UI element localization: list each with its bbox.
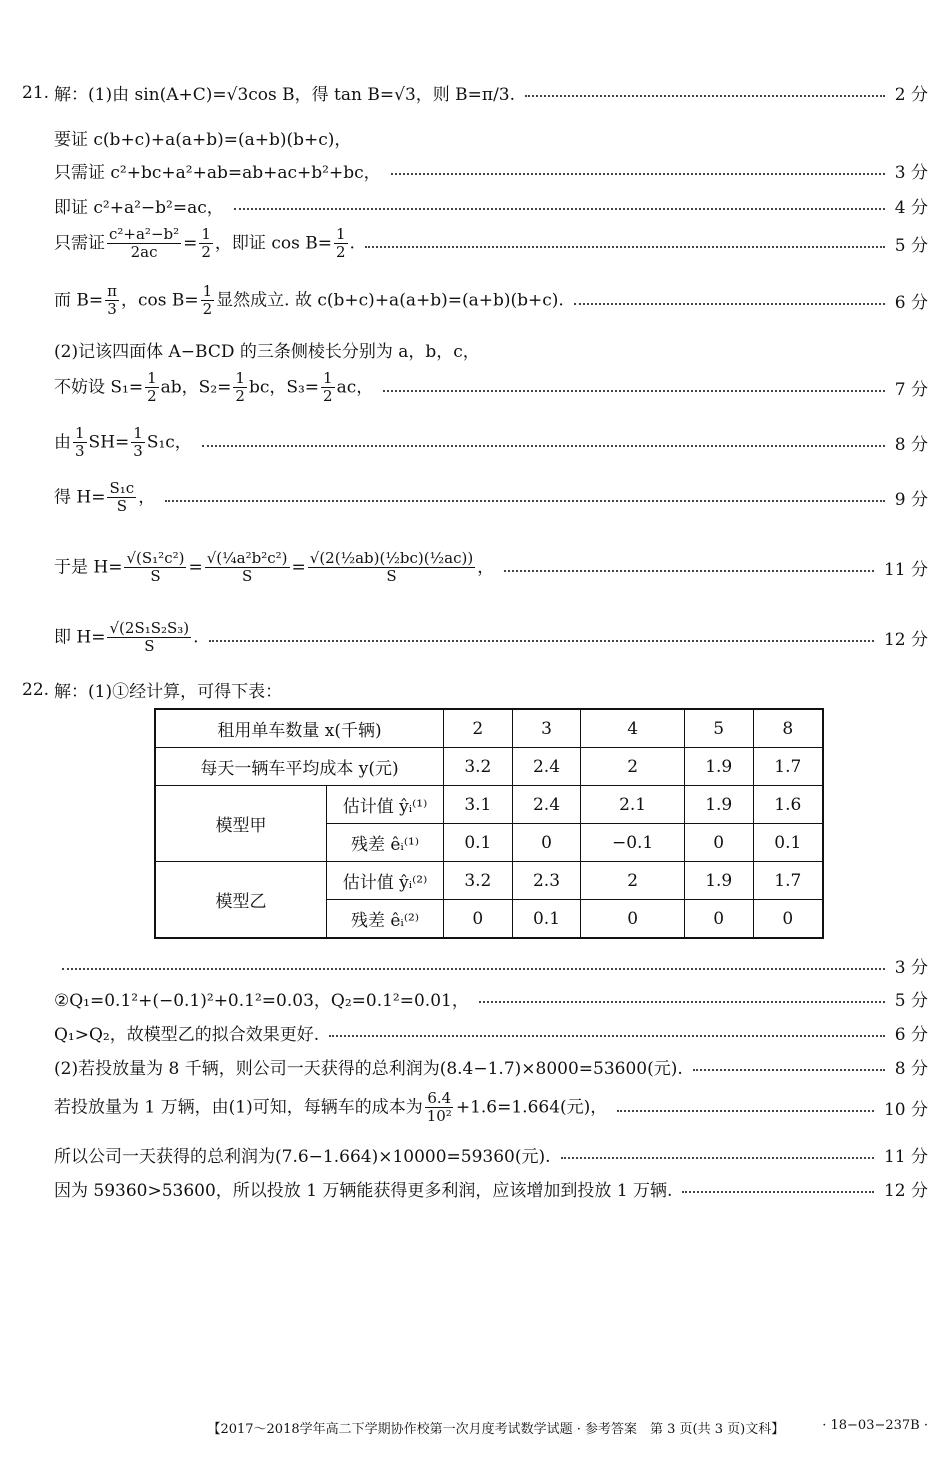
table-cell: 2.4: [512, 786, 581, 824]
table-cell: 3: [512, 709, 581, 748]
text: =: [188, 557, 203, 578]
numerator: 1: [201, 225, 211, 243]
fraction: [199, 226, 213, 262]
dot-leader: [209, 640, 874, 642]
solution-formula: [54, 620, 199, 656]
dot-leader: [329, 1035, 885, 1037]
text: ，: [138, 487, 156, 508]
q21-line-5: [54, 226, 928, 262]
model-label: 模型甲: [155, 786, 327, 862]
q21-line-4: [54, 193, 928, 218]
footer-title: 【2017～2018学年高二下学期协作校第一次月度考试数学试题 · 参考答案 第 3 页(共 3 页)文科】: [207, 1422, 785, 1437]
denominator: S: [386, 567, 397, 586]
dot-leader: [525, 95, 885, 97]
q22-line-6: [54, 1090, 928, 1126]
text: =: [291, 557, 306, 578]
fraction: [107, 480, 136, 516]
dot-leader: [693, 1069, 885, 1071]
score: 7 分: [894, 380, 928, 401]
score: 6 分: [894, 1025, 928, 1045]
text: 显然成立. 故 c(b+c)+a(a+b)=(a+b)(b+c).: [216, 290, 564, 311]
numerator: S₁c: [109, 479, 135, 497]
dot-leader: [479, 1001, 885, 1003]
score: 3 分: [894, 163, 928, 183]
table-row: [155, 786, 823, 824]
dot-leader: [561, 1157, 874, 1159]
score: 6 分: [894, 293, 928, 314]
table-cell: 5: [684, 709, 753, 748]
denominator: 3: [107, 300, 117, 319]
score: 5 分: [894, 991, 928, 1011]
text: ，即证 cos B=: [214, 233, 332, 254]
denominator: 2ac: [130, 243, 158, 262]
numerator: 6.4: [427, 1089, 452, 1107]
text: ab，S₂=: [160, 377, 232, 398]
numerator: 1: [323, 369, 333, 387]
solution-formula: [54, 226, 355, 262]
text: 于是 H=: [54, 557, 123, 578]
table-cell: 1.9: [684, 786, 753, 824]
denominator: 2: [235, 387, 245, 406]
dot-leader: [504, 570, 874, 572]
score: 9 分: [894, 490, 928, 511]
q21-line-2: [54, 125, 928, 150]
numerator: 1: [202, 282, 213, 300]
fraction: [205, 550, 290, 586]
table-cell: 0.1: [512, 900, 581, 939]
dot-leader: [617, 1110, 874, 1112]
q21-line-11: [54, 550, 928, 586]
numerator: √(2S₁S₂S₃): [109, 619, 190, 637]
q22-line-1: [22, 677, 928, 702]
page-footer: [0, 1418, 950, 1437]
solution-text: 解：(1)由 sin(A+C)=√3cos B，得 tan B=√3，则 B=π/3.: [54, 85, 516, 105]
text: .: [349, 233, 355, 254]
q21-line-1: [22, 80, 928, 105]
solution-text: Q₁>Q₂，故模型乙的拟合效果更好.: [54, 1025, 320, 1045]
solution-formula: [54, 480, 155, 516]
dot-leader: [365, 246, 885, 248]
numerator: 1: [75, 424, 85, 442]
table-cell: 2.4: [512, 748, 581, 786]
q22-line-4: [54, 1020, 928, 1045]
q21-line-10: [54, 480, 928, 516]
solution-formula: [54, 550, 494, 586]
table-cell: −0.1: [581, 824, 685, 862]
numerator: 1: [335, 225, 346, 243]
text: 只需证: [54, 233, 105, 254]
denominator: 2: [202, 300, 213, 319]
denominator: S: [116, 497, 127, 516]
fraction: [145, 370, 159, 406]
q21-line-9: [54, 425, 928, 461]
table-cell: 3.1: [444, 786, 513, 824]
fraction: [131, 425, 145, 461]
row-header: 租用单车数量 x(千辆): [155, 709, 444, 748]
table-cell: 3.2: [444, 862, 513, 900]
solution-text: 即证 c²+a²−b²=ac，: [54, 198, 224, 218]
solution-text: 解：(1)①经计算，可得下表：: [54, 682, 283, 702]
fraction: [308, 550, 475, 586]
denominator: 2: [201, 243, 211, 262]
denominator: S: [144, 637, 155, 656]
score: 4 分: [894, 198, 928, 218]
table-cell: 0: [753, 900, 823, 939]
table-cell: 1.9: [684, 748, 753, 786]
denominator: 10²: [426, 1107, 452, 1126]
score: 8 分: [894, 435, 928, 456]
footer-code: · 18−03−237B ·: [822, 1418, 928, 1433]
table-row: [155, 748, 823, 786]
score: 11 分: [883, 1147, 928, 1167]
dot-leader: [682, 1191, 873, 1193]
denominator: S: [150, 567, 161, 586]
row-header: 每天一辆车平均成本 y(元): [155, 748, 444, 786]
text: SH=: [88, 432, 130, 453]
score: 5 分: [894, 236, 928, 257]
q22-line-5: [54, 1054, 928, 1079]
solution-text: ②Q₁=0.1²+(−0.1)²+0.1²=0.03，Q₂=0.1²=0.01，: [54, 991, 469, 1011]
denominator: S: [241, 567, 253, 586]
denominator: 2: [335, 243, 346, 262]
residual-table: [154, 708, 824, 939]
q22-line-7: [54, 1142, 928, 1167]
table-cell: 0.1: [444, 824, 513, 862]
score: 12 分: [883, 1181, 928, 1201]
dot-leader: [234, 208, 885, 210]
numerator: 1: [147, 369, 157, 387]
score: 11 分: [883, 560, 928, 581]
denominator: 2: [147, 387, 157, 406]
solution-formula: [54, 1090, 607, 1126]
score: 12 分: [883, 630, 928, 651]
table-cell: 2.3: [512, 862, 581, 900]
text: ，: [477, 557, 495, 578]
numerator: c²+a²−b²: [109, 225, 180, 243]
text: ac，: [336, 377, 374, 398]
q21-line-8: [54, 370, 928, 406]
table-cell: 2: [581, 862, 685, 900]
table-cell: 1.7: [753, 862, 823, 900]
text: =: [183, 233, 198, 254]
score: 10 分: [883, 1100, 928, 1121]
fraction: [107, 620, 191, 656]
text: ，cos B=: [121, 290, 199, 311]
table-cell: 2.1: [581, 786, 685, 824]
table-cell: 2: [444, 709, 513, 748]
q22-line-3: [54, 986, 928, 1011]
numerator: 1: [235, 369, 245, 387]
q21-line-7: [54, 337, 928, 362]
text: 不妨设 S₁=: [54, 377, 144, 398]
table-cell: 1.7: [753, 748, 823, 786]
text: 由: [54, 432, 71, 453]
table-cell: 0: [581, 900, 685, 939]
table-cell: 1.9: [684, 862, 753, 900]
question-number: 22.: [22, 679, 50, 700]
text: .: [193, 627, 199, 648]
fraction: [425, 1090, 454, 1126]
fraction: [107, 226, 181, 262]
table-cell: 1.6: [753, 786, 823, 824]
numerator: √(¼a²b²c²): [206, 549, 288, 567]
fraction: [105, 283, 119, 319]
dot-leader: [165, 500, 885, 502]
table-cell: 0.1: [753, 824, 823, 862]
table-row: [155, 709, 823, 748]
table-cell: 0: [444, 900, 513, 939]
solution-text: 要证 c(b+c)+a(a+b)=(a+b)(b+c)，: [54, 130, 352, 150]
text: 得 H=: [54, 487, 106, 508]
solution-formula: [54, 370, 373, 406]
q22-line-8: [54, 1176, 928, 1201]
solution-formula: [54, 283, 564, 319]
text: S₁c，: [146, 432, 192, 453]
dot-leader: [383, 390, 885, 392]
text: +1.6=1.664(元)，: [455, 1097, 608, 1118]
table-cell: 4: [581, 709, 685, 748]
solution-text: 所以公司一天获得的总利润为(7.6−1.664)×10000=59360(元).: [54, 1147, 551, 1167]
denominator: 3: [133, 442, 143, 461]
table-row: [155, 862, 823, 900]
denominator: 2: [323, 387, 333, 406]
numerator: π: [107, 282, 117, 300]
denominator: 3: [75, 442, 85, 461]
dot-leader: [62, 968, 885, 970]
table-cell: 0: [512, 824, 581, 862]
table-cell: 3.2: [444, 748, 513, 786]
fraction: [321, 370, 335, 406]
numerator: 1: [133, 424, 143, 442]
dot-leader: [202, 445, 885, 447]
fraction: [73, 425, 87, 461]
row-header: 估计值 ŷᵢ⁽²⁾: [327, 862, 444, 900]
solution-text: (2)记该四面体 A−BCD 的三条侧棱长分别为 a，b，c，: [54, 342, 480, 362]
row-header: 估计值 ŷᵢ⁽¹⁾: [327, 786, 444, 824]
dot-leader: [574, 303, 885, 305]
numerator: √(S₁²c²): [126, 549, 185, 567]
row-header: 残差 êᵢ⁽²⁾: [327, 900, 444, 939]
score: 8 分: [894, 1059, 928, 1079]
text: 而 B=: [54, 290, 104, 311]
table-cell: 0: [684, 824, 753, 862]
row-header: 残差 êᵢ⁽¹⁾: [327, 824, 444, 862]
q21-line-6: [54, 283, 928, 319]
text: bc，S₃=: [248, 377, 320, 398]
fraction: [334, 226, 348, 262]
solution-text: (2)若投放量为 8 千辆，则公司一天获得的总利润为(8.4−1.7)×8000=53600(元).: [54, 1059, 683, 1079]
solution-formula: [54, 425, 192, 461]
fraction: [124, 550, 186, 586]
solution-text: 只需证 c²+bc+a²+ab=ab+ac+b²+bc，: [54, 163, 381, 183]
dot-leader: [391, 173, 885, 175]
fraction: [201, 283, 215, 319]
numerator: √(2(½ab)(½bc)(½ac)): [309, 549, 474, 567]
text: 若投放量为 1 万辆，由(1)可知，每辆车的成本为: [54, 1097, 423, 1118]
q21-line-3: [54, 158, 928, 183]
fraction: [233, 370, 247, 406]
question-number: 21.: [22, 82, 50, 103]
table-cell: 2: [581, 748, 685, 786]
model-label: 模型乙: [155, 862, 327, 939]
score: 3 分: [894, 958, 928, 978]
score: 2 分: [894, 85, 928, 105]
text: 即 H=: [54, 627, 106, 648]
solution-text: 因为 59360>53600，所以投放 1 万辆能获得更多利润，应该增加到投放 1 万辆.: [54, 1181, 673, 1201]
table-cell: 8: [753, 709, 823, 748]
q22-line-2: [54, 953, 928, 978]
table-cell: 0: [684, 900, 753, 939]
q21-line-12: [54, 620, 928, 656]
